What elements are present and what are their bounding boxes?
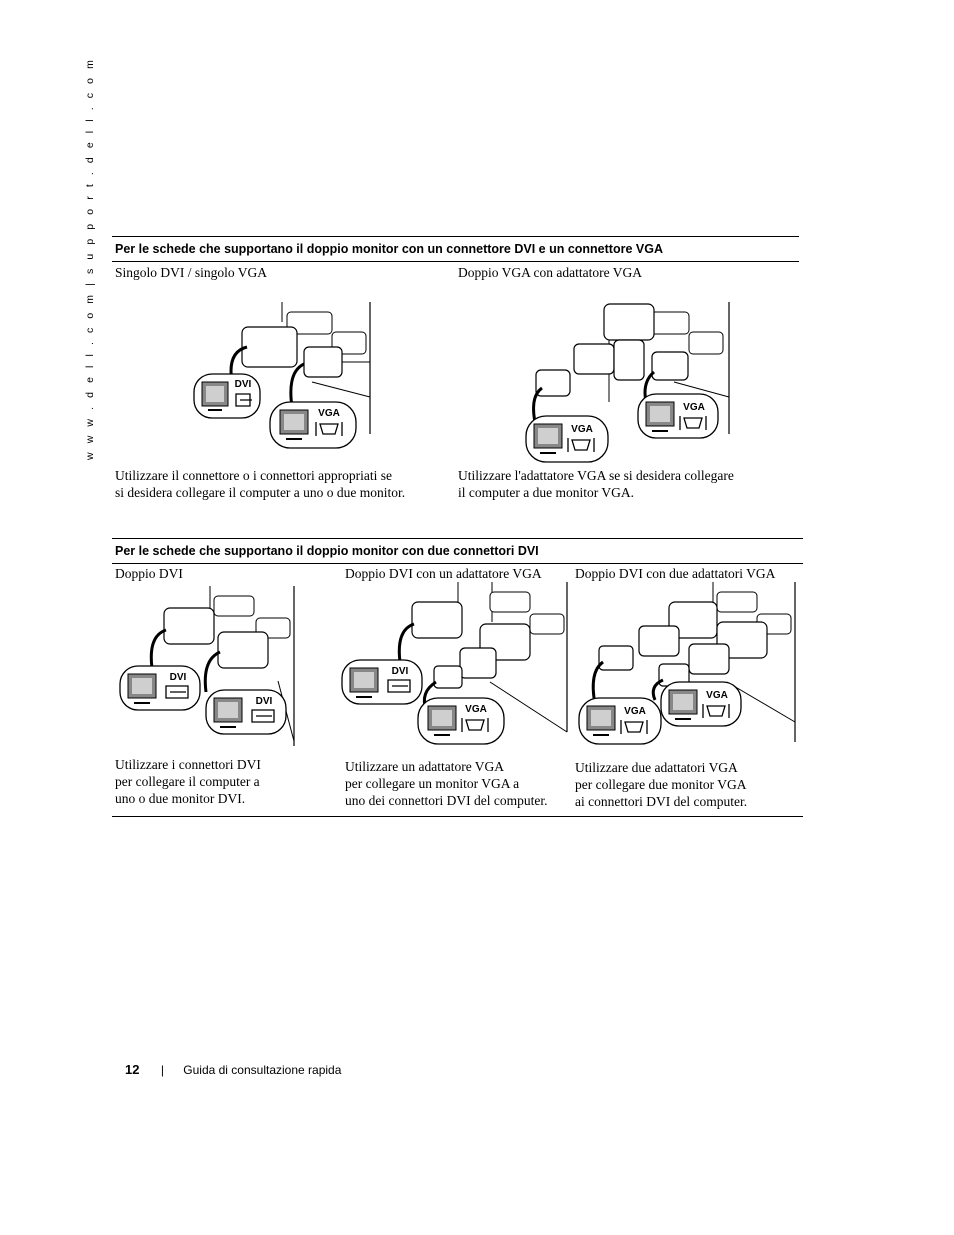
illustration-dvi-two-adapters (577, 582, 799, 754)
connector-label: DVI (391, 666, 409, 677)
page-number: 12 (125, 1062, 140, 1077)
column-title: Singolo DVI / singolo VGA (115, 265, 268, 280)
connector-label: VGA (465, 704, 487, 715)
column-title: Doppio DVI con due adattatori VGA (575, 566, 776, 581)
section-heading: Per le schede che supportano il doppio monitor con un connettore DVI e un connettore VGA (112, 236, 799, 262)
page-footer (125, 1062, 341, 1077)
column-caption (115, 467, 405, 501)
connector-label: VGA (318, 408, 340, 419)
column-title: Doppio VGA con adattatore VGA (458, 265, 642, 280)
illustration-dual-vga-adapter (524, 302, 734, 467)
illustration-dvi-one-adapter (340, 582, 572, 750)
caption-line: Utilizzare un adattatore VGA (345, 759, 505, 774)
connector-label: DVI (255, 696, 273, 707)
connector-label: VGA (683, 402, 705, 413)
column-caption (345, 758, 547, 809)
caption-line: Utilizzare due adattatori VGA (575, 760, 738, 775)
connector-label: VGA (571, 424, 593, 435)
column-caption (115, 756, 261, 807)
connector-label: VGA (706, 690, 728, 701)
illustration-dvi-vga (192, 302, 382, 452)
section-dual-dvi (112, 538, 803, 816)
caption-line: per collegare un monitor VGA a (345, 776, 520, 791)
sidebar-url (84, 57, 100, 460)
caption-line: ai connettori DVI del computer. (575, 794, 748, 809)
caption-line: per collegare il computer a (115, 774, 260, 789)
bottom-rule (112, 816, 803, 817)
caption-line: uno dei connettori DVI del computer. (345, 793, 548, 808)
footer-title: Guida di consultazione rapida (183, 1063, 342, 1077)
section-heading: Per le schede che supportano il doppio monitor con due connettori DVI (112, 538, 803, 564)
caption-line: uno o due monitor DVI. (115, 791, 246, 806)
section-dvi-vga (112, 236, 799, 506)
caption-line: il computer a due monitor VGA. (458, 485, 634, 500)
connector-label: VGA (624, 706, 646, 717)
caption-line: per collegare due monitor VGA (575, 777, 747, 792)
connector-label: DVI (234, 379, 252, 390)
caption-line: Utilizzare l'adattatore VGA se si desidera collegare (458, 468, 734, 483)
illustration-dual-dvi (118, 586, 298, 748)
column-title: Doppio DVI con un adattatore VGA (345, 566, 542, 581)
sidebar-url-text: w w w . d e l l . c o m | s u p p o r t . d e l l . c o m (84, 57, 96, 460)
caption-line: si desidera collegare il computer a uno o due monitor. (115, 485, 406, 500)
caption-line: Utilizzare il connettore o i connettori appropriati se (115, 468, 393, 483)
column-title: Doppio DVI (115, 566, 183, 581)
column-caption (575, 759, 747, 810)
footer-separator: | (160, 1063, 164, 1077)
caption-line: Utilizzare i connettori DVI (115, 757, 261, 772)
column-caption (458, 467, 734, 501)
connector-label: DVI (169, 672, 187, 683)
